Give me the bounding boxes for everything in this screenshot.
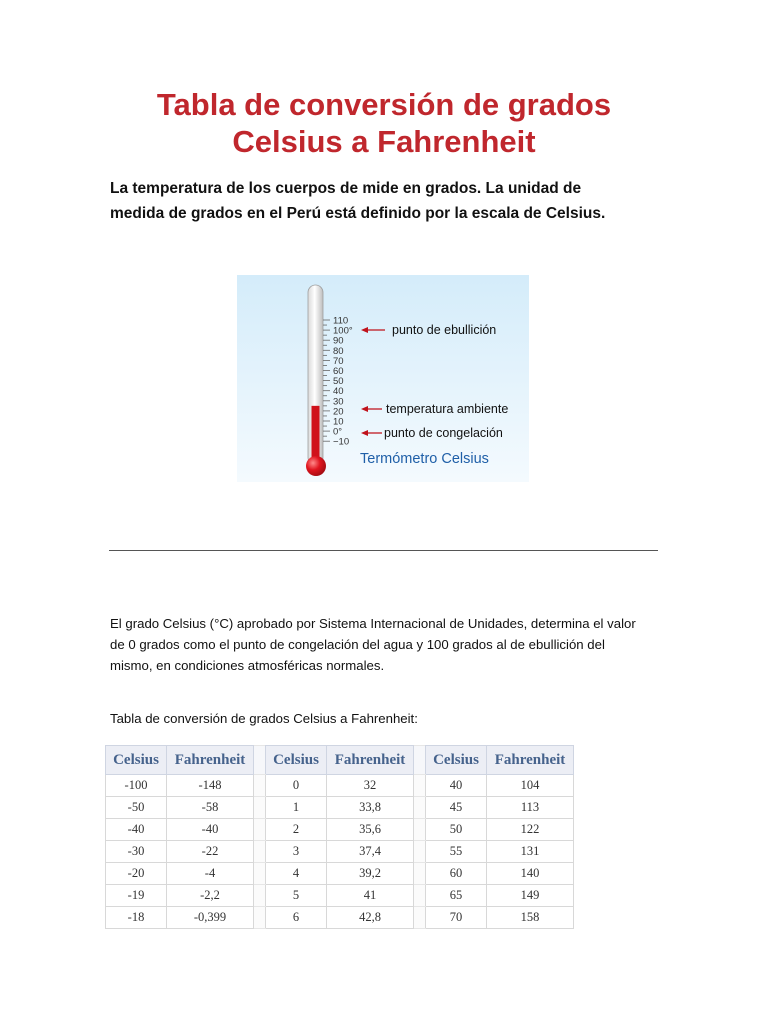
scale-label: 20	[333, 406, 344, 418]
table-cell: 39,2	[327, 863, 414, 885]
column-gap	[414, 746, 426, 775]
header-fahrenheit-3: Fahrenheit	[487, 746, 574, 775]
table-cell: 40	[426, 775, 487, 797]
table-cell: 131	[487, 841, 574, 863]
table-cell: -100	[106, 775, 167, 797]
column-gap	[414, 863, 426, 885]
table-cell: 104	[487, 775, 574, 797]
table-cell: -22	[167, 841, 254, 863]
table-row	[106, 841, 574, 863]
thermometer-image	[237, 275, 529, 482]
paragraph-line-2: de 0 grados como el punto de congelación del agua y 100 grados al de ebullición del	[110, 637, 605, 652]
table-cell: -50	[106, 797, 167, 819]
table-cell: 4	[266, 863, 327, 885]
header-fahrenheit-2: Fahrenheit	[327, 746, 414, 775]
scale-label: −10	[333, 436, 350, 448]
table-cell: 113	[487, 797, 574, 819]
table-cell: 45	[426, 797, 487, 819]
table-cell: 1	[266, 797, 327, 819]
thermometer-bulb	[306, 456, 326, 476]
column-gap	[414, 819, 426, 841]
thermometer-figure	[237, 275, 529, 482]
column-gap	[414, 775, 426, 797]
table-row	[106, 885, 574, 907]
column-gap	[254, 775, 266, 797]
scale-label: 30	[333, 396, 344, 408]
paragraph-line-1: El grado Celsius (°C) aprobado por Sistema Internacional de Unidades, determina el valor	[110, 616, 636, 631]
column-gap	[414, 907, 426, 929]
column-gap	[414, 797, 426, 819]
table-cell: -40	[167, 819, 254, 841]
column-gap	[414, 885, 426, 907]
header-celsius-2: Celsius	[266, 746, 327, 775]
scale-label: 70	[333, 355, 344, 367]
page-title	[60, 86, 708, 160]
column-gap	[414, 841, 426, 863]
table-cell: 2	[266, 819, 327, 841]
table-cell: 5	[266, 885, 327, 907]
horizontal-divider	[109, 550, 658, 551]
scale-label: 110	[333, 315, 349, 327]
table-cell: -30	[106, 841, 167, 863]
column-gap	[254, 746, 266, 775]
table-cell: -19	[106, 885, 167, 907]
header-celsius-3: Celsius	[426, 746, 487, 775]
column-gap	[254, 797, 266, 819]
conversion-table	[105, 745, 574, 929]
table-cell: -58	[167, 797, 254, 819]
table-cell: 33,8	[327, 797, 414, 819]
column-gap	[254, 907, 266, 929]
title-line-2: Celsius a Fahrenheit	[232, 124, 536, 159]
label-ambient-temperature: temperatura ambiente	[386, 402, 509, 416]
table-cell: -20	[106, 863, 167, 885]
table-cell: 158	[487, 907, 574, 929]
table-cell: 0	[266, 775, 327, 797]
table-cell: 32	[327, 775, 414, 797]
table-cell: 37,4	[327, 841, 414, 863]
table-cell: 70	[426, 907, 487, 929]
column-gap	[254, 863, 266, 885]
celsius-paragraph	[110, 613, 670, 676]
scale-label: 90	[333, 335, 344, 347]
table-cell: 6	[266, 907, 327, 929]
header-fahrenheit-1: Fahrenheit	[167, 746, 254, 775]
table-cell: -4	[167, 863, 254, 885]
table-cell: 42,8	[327, 907, 414, 929]
table-cell: -2,2	[167, 885, 254, 907]
table-row	[106, 775, 574, 797]
table-cell: -148	[167, 775, 254, 797]
intro-line-2: medida de grados en el Perú está definido por la escala de Celsius.	[110, 205, 606, 222]
table-row	[106, 907, 574, 929]
scale-label: 80	[333, 345, 344, 357]
table-cell: -0,399	[167, 907, 254, 929]
thermometer-caption: Termómetro Celsius	[360, 451, 489, 467]
scale-label: 10	[333, 416, 344, 428]
scale-label: 100°	[333, 325, 353, 337]
table-cell: 140	[487, 863, 574, 885]
table-cell: 41	[327, 885, 414, 907]
table-cell: 65	[426, 885, 487, 907]
table-cell: 122	[487, 819, 574, 841]
scale-label: 50	[333, 376, 344, 388]
table-cell: -40	[106, 819, 167, 841]
intro-line-1: La temperatura de los cuerpos de mide en grados. La unidad de	[110, 180, 582, 197]
paragraph-line-3: mismo, en condiciones atmosféricas normales.	[110, 658, 385, 673]
scale-label: 60	[333, 366, 344, 377]
label-freezing-point: punto de congelación	[384, 426, 503, 440]
table-row	[106, 797, 574, 819]
column-gap	[254, 885, 266, 907]
table-cell: 55	[426, 841, 487, 863]
table-cell: 3	[266, 841, 327, 863]
table-cell: 35,6	[327, 819, 414, 841]
table-cell: 60	[426, 863, 487, 885]
table-header-row	[106, 746, 574, 775]
column-gap	[254, 819, 266, 841]
title-line-1: Tabla de conversión de grados	[156, 87, 612, 122]
scale-label: 40	[333, 386, 344, 398]
scale-label: 0°	[333, 426, 343, 438]
label-boiling-point: punto de ebullición	[392, 323, 497, 337]
table-row	[106, 819, 574, 841]
table-cell: 149	[487, 885, 574, 907]
column-gap	[254, 841, 266, 863]
table-cell: 50	[426, 819, 487, 841]
table-caption: Tabla de conversión de grados Celsius a Fahrenheit:	[110, 711, 418, 726]
table-row	[106, 863, 574, 885]
intro-text	[110, 176, 670, 226]
header-celsius-1: Celsius	[106, 746, 167, 775]
table-cell: -18	[106, 907, 167, 929]
